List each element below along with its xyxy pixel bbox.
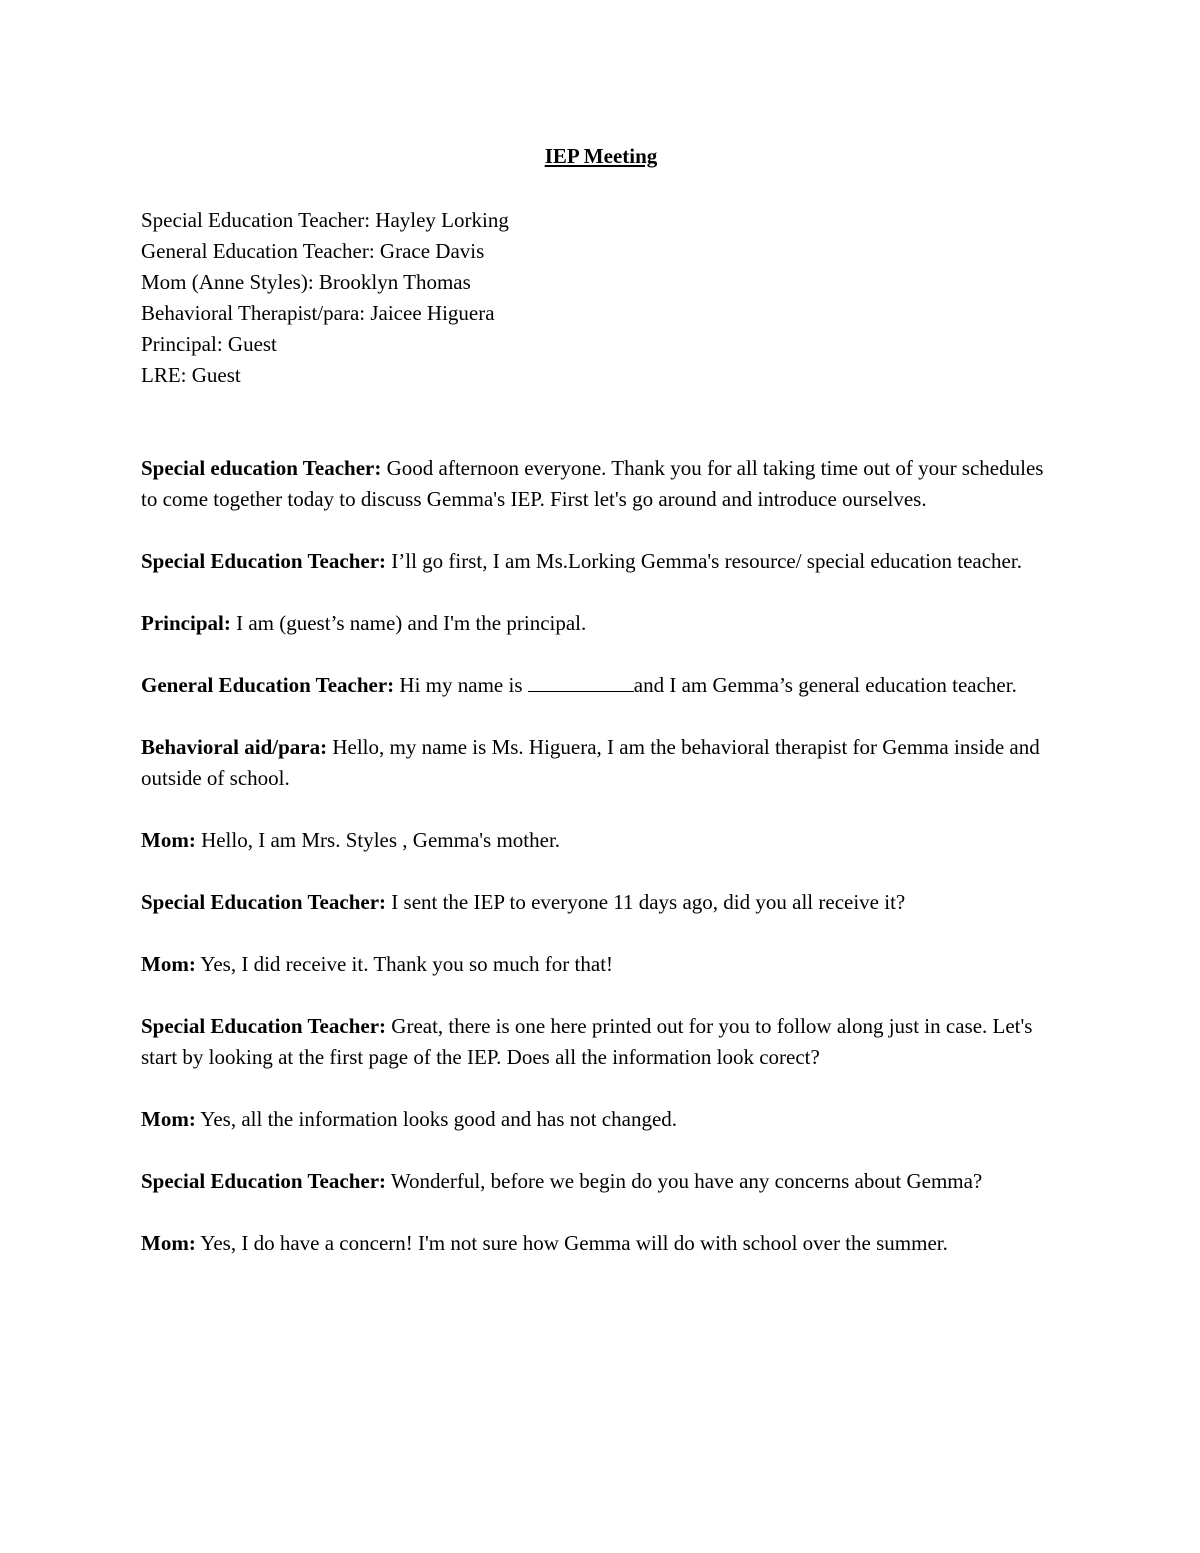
dialogue-turn [141, 1104, 1061, 1135]
dialogue-turn [141, 453, 1061, 515]
dialogue-turn [141, 546, 1061, 577]
dialogue-turn [141, 949, 1061, 980]
speaker-label: Mom: [141, 1107, 196, 1131]
dialogue-turn [141, 670, 1061, 701]
dialogue-turn [141, 1228, 1061, 1259]
dialogue-text: Wonderful, before we begin do you have any concerns about Gemma? [390, 1169, 983, 1193]
speaker-label: Principal: [141, 611, 231, 635]
dialogue-text: I am (guest’s name) and I'm the principal. [236, 611, 587, 635]
dialogue-turn [141, 732, 1061, 794]
participant-roster [141, 205, 1061, 391]
roster-line: Principal: Guest [141, 332, 277, 356]
dialogue-text: Good afternoon everyone. Thank you for all taking time out of your schedules to come together today to discuss Gemma's IEP. First let's go around and introduce ourselves. [141, 456, 1044, 511]
dialogue-text: Yes, I did receive it. Thank you so much for that! [200, 952, 614, 976]
document-title: IEP Meeting [544, 144, 658, 168]
speaker-label: Behavioral aid/para: [141, 735, 328, 759]
speaker-label: Special Education Teacher: [141, 1169, 387, 1193]
dialogue-turn [141, 825, 1061, 856]
dialogue-text: Hello, my name is Ms. Higuera, I am the behavioral therapist for Gemma inside and outside of school. [141, 735, 1040, 790]
speaker-label: General Education Teacher: [141, 673, 395, 697]
dialogue-text: Hi my name is [399, 673, 528, 697]
speaker-label: Mom: [141, 1231, 196, 1255]
dialogue-turn [141, 1011, 1061, 1073]
speaker-label: Special Education Teacher: [141, 1014, 387, 1038]
speaker-label: Mom: [141, 828, 196, 852]
dialogue-text: and I am Gemma’s general education teacher. [633, 673, 1017, 697]
document-page [141, 141, 1061, 1290]
roster-line: Behavioral Therapist/para: Jaicee Higuera [141, 301, 495, 325]
speaker-label: Special education Teacher: [141, 456, 382, 480]
roster-line: Mom (Anne Styles): Brooklyn Thomas [141, 270, 471, 294]
dialogue-text: Yes, I do have a concern! I'm not sure how Gemma will do with school over the summer. [200, 1231, 948, 1255]
dialogue-turn [141, 887, 1061, 918]
speaker-label: Special Education Teacher: [141, 549, 387, 573]
roster-line: LRE: Guest [141, 363, 241, 387]
dialogue-text: Hello, I am Mrs. Styles , Gemma's mother. [201, 828, 561, 852]
roster-line: Special Education Teacher: Hayley Lorking [141, 208, 509, 232]
dialogue-text: Great, there is one here printed out for you to follow along just in case. Let's start by looking at the first page of the IEP. Does all the information look corect? [141, 1014, 1033, 1069]
dialogue-turn [141, 608, 1061, 639]
dialogue-text: Yes, all the information looks good and has not changed. [200, 1107, 678, 1131]
roster-line: General Education Teacher: Grace Davis [141, 239, 485, 263]
speaker-label: Mom: [141, 952, 196, 976]
dialogue-text: I sent the IEP to everyone 11 days ago, did you all receive it? [391, 890, 906, 914]
dialogue-transcript [141, 453, 1061, 1259]
dialogue-turn [141, 1166, 1061, 1197]
speaker-label: Special Education Teacher: [141, 890, 387, 914]
fill-in-blank [528, 673, 634, 692]
dialogue-text: I’ll go first, I am Ms.Lorking Gemma's resource/ special education teacher. [391, 549, 1022, 573]
